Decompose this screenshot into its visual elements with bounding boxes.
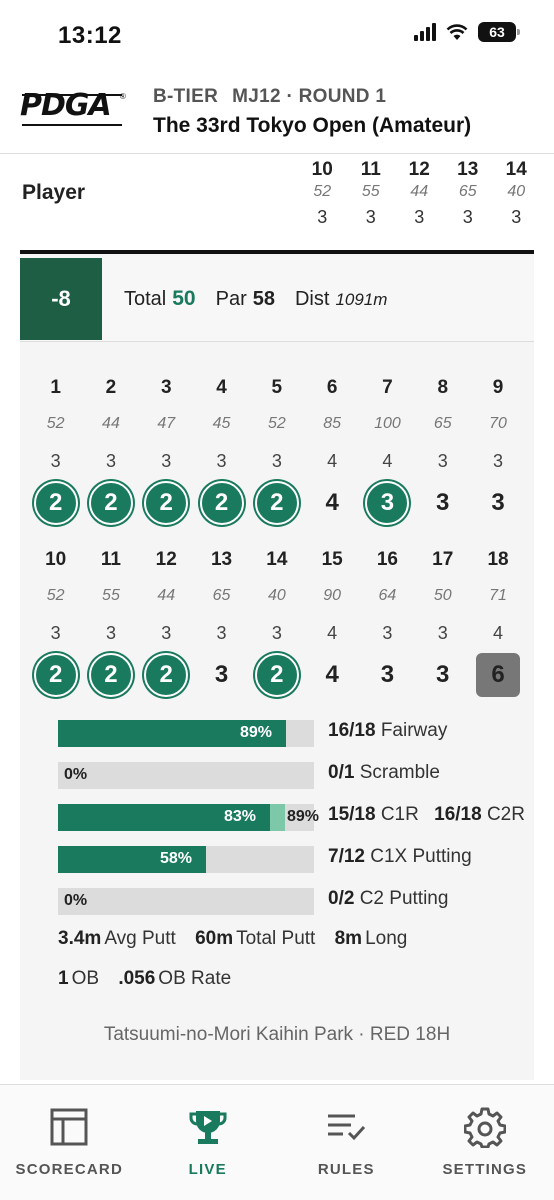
stat-row xyxy=(58,884,538,926)
total-putt-label: Total Putt xyxy=(236,928,316,949)
putting-summary xyxy=(58,928,407,950)
hole-score-cell xyxy=(139,480,194,526)
hole-score-bogey: 6 xyxy=(476,653,520,697)
hole-score-cell xyxy=(304,480,359,526)
stats-list xyxy=(58,716,538,926)
stat-percent: 0% xyxy=(64,892,88,909)
hole-score-cell xyxy=(470,480,525,526)
bottom-tab-bar xyxy=(0,1084,554,1200)
hole-score: 3 xyxy=(214,661,229,688)
tab-label: SCORECARD xyxy=(15,1161,123,1178)
hole-score-cell xyxy=(360,480,415,526)
avg-putt-label: Avg Putt xyxy=(104,928,176,949)
battery-icon: 63 xyxy=(478,22,516,42)
hole-score-cell xyxy=(83,480,138,526)
hole-score-cell xyxy=(360,652,415,698)
gear-icon xyxy=(463,1105,507,1149)
hole-distance: 55 xyxy=(361,183,380,200)
hole-number: 6 xyxy=(326,377,338,398)
hole-score-birdie: 3 xyxy=(365,481,409,525)
long-value: 8m xyxy=(334,928,363,949)
stat-bar-track xyxy=(58,846,314,873)
hole-number: 12 xyxy=(155,549,177,570)
hole-number: 18 xyxy=(487,549,509,570)
hole-number: 11 xyxy=(100,549,121,570)
hole-number: 17 xyxy=(432,549,454,570)
hole-score-cell xyxy=(194,480,249,526)
dist-value: 1091m xyxy=(335,289,388,309)
hole-par: 3 xyxy=(161,451,172,471)
scorecard-icon xyxy=(47,1105,91,1149)
hole-score-birdie: 2 xyxy=(144,653,188,697)
hole-number: 7 xyxy=(382,377,393,398)
hole-score: 3 xyxy=(436,489,450,516)
hole-number: 10 xyxy=(45,549,67,570)
hole-score: 4 xyxy=(325,661,339,688)
hole-column[interactable] xyxy=(139,370,194,526)
hole-par: 3 xyxy=(50,623,61,643)
rules-list-icon xyxy=(324,1105,368,1149)
stat-bar-track xyxy=(58,888,314,915)
hole-par: 3 xyxy=(105,451,116,471)
hole-number: 12 xyxy=(408,159,430,180)
stat-text xyxy=(328,804,525,826)
stat-label: C1X Putting xyxy=(370,846,472,867)
hole-par: 3 xyxy=(365,207,376,227)
total-label: Total xyxy=(124,287,167,310)
stat-value: 0/1 xyxy=(328,762,355,783)
hole-score: 4 xyxy=(325,489,339,516)
event-tier: B-TIER xyxy=(153,86,219,107)
par-label: Par xyxy=(215,287,247,310)
hole-distance: 52 xyxy=(313,183,332,200)
hole-distance: 44 xyxy=(410,183,429,200)
tab-scorecard[interactable] xyxy=(0,1085,139,1200)
hole-number: 1 xyxy=(50,377,61,398)
hole-score: 3 xyxy=(491,489,505,516)
event-meta xyxy=(153,86,386,108)
hole-score-cell xyxy=(194,652,249,698)
score-summary-row xyxy=(20,256,534,342)
stat-text xyxy=(328,720,447,742)
hole-distance: 52 xyxy=(46,415,65,432)
hole-par: 3 xyxy=(511,207,522,227)
hole-number: 13 xyxy=(210,549,233,570)
hole-distance: 64 xyxy=(378,587,397,604)
hole-number: 13 xyxy=(457,159,479,180)
hole-distance: 70 xyxy=(489,415,507,432)
tab-label: SETTINGS xyxy=(442,1161,528,1178)
hole-par: 3 xyxy=(271,623,282,643)
pdga-logo: PDGA ® xyxy=(20,92,126,126)
hole-distance: 85 xyxy=(323,415,342,432)
hole-number: 11 xyxy=(360,159,381,180)
hole-distance: 52 xyxy=(46,587,65,604)
player-hole-column xyxy=(347,159,396,231)
tab-label: LIVE xyxy=(188,1161,227,1178)
hole-score-birdie: 2 xyxy=(255,481,299,525)
player-hole-columns xyxy=(298,159,541,231)
hole-score-cell xyxy=(470,652,525,698)
hole-number: 8 xyxy=(437,377,449,398)
hole-column[interactable] xyxy=(139,542,194,698)
hole-par: 3 xyxy=(50,451,61,471)
total-putt-value: 60m xyxy=(195,928,234,949)
total-value: 50 xyxy=(172,286,196,310)
hole-par: 3 xyxy=(317,207,328,227)
ob-summary xyxy=(58,968,231,990)
hole-column[interactable] xyxy=(304,542,359,698)
relative-score-badge: -8 xyxy=(20,258,102,340)
hole-score-cell xyxy=(304,652,359,698)
hole-par: 3 xyxy=(462,207,473,227)
stat-text xyxy=(328,888,448,910)
tab-live[interactable] xyxy=(139,1085,278,1200)
hole-column[interactable] xyxy=(249,370,304,526)
tab-label: RULES xyxy=(317,1161,375,1178)
hole-number: 5 xyxy=(271,377,283,398)
stat-row xyxy=(58,842,538,884)
hole-column[interactable] xyxy=(194,370,249,526)
hole-column[interactable] xyxy=(415,542,470,698)
hole-column[interactable] xyxy=(360,370,415,526)
hole-number: 10 xyxy=(311,159,333,180)
hole-number: 2 xyxy=(105,377,117,398)
stat-bar-track xyxy=(58,804,320,831)
stat-percent-secondary: 89% xyxy=(287,808,320,825)
event-title: The 33rd Tokyo Open (Amateur) xyxy=(153,114,472,137)
hole-par: 4 xyxy=(493,623,504,643)
hole-column[interactable] xyxy=(28,542,83,698)
ob-rate-label: OB Rate xyxy=(158,968,232,989)
cellular-signal-icon xyxy=(414,23,436,41)
hole-column[interactable] xyxy=(470,370,525,526)
wifi-icon xyxy=(446,23,468,41)
stat-value: 0/2 xyxy=(328,888,355,909)
hole-number: 9 xyxy=(492,377,504,398)
tab-settings[interactable] xyxy=(416,1085,554,1200)
hole-par: 3 xyxy=(216,623,227,643)
stat-row xyxy=(58,716,538,758)
player-hole-column xyxy=(492,159,541,231)
hole-score-cell xyxy=(28,480,83,526)
player-scorecard-card[interactable] xyxy=(20,250,534,1080)
hole-par: 3 xyxy=(161,623,172,643)
player-hole-column xyxy=(395,159,444,231)
event-division-round: MJ12 · ROUND 1 xyxy=(232,86,387,107)
hole-distance: 55 xyxy=(102,587,120,604)
course-name: Tatsuumi-no-Mori Kaihin Park · RED 18H xyxy=(103,1024,451,1045)
hole-distance: 52 xyxy=(267,415,286,432)
hole-score-cell xyxy=(415,652,470,698)
hole-score-birdie: 2 xyxy=(34,653,78,697)
hole-score-cell xyxy=(415,480,470,526)
stat-value: 15/18 xyxy=(328,804,376,825)
stat-text xyxy=(328,846,472,868)
hole-column[interactable] xyxy=(360,542,415,698)
stat-bar-track xyxy=(58,762,314,789)
hole-column[interactable] xyxy=(83,542,138,698)
hole-score-birdie: 2 xyxy=(255,653,299,697)
hole-distance: 71 xyxy=(489,587,507,604)
hole-par: 3 xyxy=(105,623,116,643)
hole-score-birdie: 2 xyxy=(89,653,133,697)
hole-par: 3 xyxy=(414,207,425,227)
player-hole-column xyxy=(444,159,493,231)
hole-par: 3 xyxy=(437,623,448,643)
stat-label: Fairway xyxy=(380,720,448,741)
par-value: 58 xyxy=(252,287,275,310)
hole-par: 3 xyxy=(216,451,227,471)
status-bar xyxy=(0,0,554,70)
player-header-row xyxy=(0,155,554,235)
hole-score-birdie: 2 xyxy=(144,481,188,525)
hole-score-birdie: 2 xyxy=(200,481,244,525)
hole-par: 3 xyxy=(437,451,448,471)
hole-number: 16 xyxy=(376,549,398,570)
stat-value: 16/18 xyxy=(328,720,376,741)
hole-distance: 45 xyxy=(212,415,231,432)
hole-number: 4 xyxy=(216,377,227,398)
stat-label: C2 Putting xyxy=(359,888,449,909)
stat-percent: 83% xyxy=(224,808,257,825)
hole-score: 3 xyxy=(380,661,395,688)
hole-score-cell xyxy=(28,652,83,698)
hole-par: 3 xyxy=(271,451,282,471)
hole-par: 3 xyxy=(493,451,504,471)
stat-label: C1R xyxy=(380,804,419,825)
hole-distance: 65 xyxy=(433,415,452,432)
stat-value-secondary: 16/18 xyxy=(434,804,482,825)
ob-label: OB xyxy=(71,968,100,989)
hole-distance: 50 xyxy=(433,587,452,604)
status-time: 13:12 xyxy=(58,22,122,49)
hole-par: 4 xyxy=(327,451,338,471)
hole-par: 4 xyxy=(327,623,338,643)
hole-number: 14 xyxy=(266,549,288,570)
hole-distance: 90 xyxy=(323,587,342,604)
hole-column[interactable] xyxy=(470,542,525,698)
dist-label: Dist xyxy=(294,287,330,310)
hole-distance: 47 xyxy=(157,415,176,432)
stat-bar-track xyxy=(58,720,314,747)
hole-column[interactable] xyxy=(28,370,83,526)
hole-score-birdie: 2 xyxy=(34,481,78,525)
ob-value: 1 xyxy=(58,968,69,989)
player-hole-column xyxy=(298,159,347,231)
player-column-label: Player xyxy=(22,181,86,204)
stat-percent: 58% xyxy=(160,850,193,867)
hole-score: 3 xyxy=(436,661,450,688)
hole-score-cell xyxy=(249,480,304,526)
back-nine-grid xyxy=(28,542,526,698)
ob-rate-value: .056 xyxy=(118,968,156,989)
hole-column[interactable] xyxy=(304,370,359,526)
front-nine-grid xyxy=(28,370,526,526)
hole-distance: 44 xyxy=(102,415,120,432)
hole-column[interactable] xyxy=(83,370,138,526)
hole-column[interactable] xyxy=(194,542,249,698)
stat-label: Scramble xyxy=(359,762,440,783)
stat-value: 7/12 xyxy=(328,846,365,867)
avg-putt-value: 3.4m xyxy=(58,928,102,949)
stat-label-secondary: C2R xyxy=(486,804,525,825)
status-icons xyxy=(414,22,516,42)
stat-text xyxy=(328,762,440,784)
hole-number: 15 xyxy=(321,549,343,570)
hole-score-cell xyxy=(139,652,194,698)
hole-par: 4 xyxy=(382,451,393,471)
hole-column[interactable] xyxy=(415,370,470,526)
stat-bar-secondary-fill xyxy=(270,804,285,831)
long-label: Long xyxy=(365,928,408,949)
hole-number: 3 xyxy=(160,377,172,398)
stat-row xyxy=(58,758,538,800)
stat-percent: 0% xyxy=(64,766,88,783)
stat-percent: 89% xyxy=(240,724,273,741)
hole-column[interactable] xyxy=(249,542,304,698)
event-header xyxy=(0,70,554,154)
hole-score-cell xyxy=(83,652,138,698)
hole-distance: 100 xyxy=(374,415,401,432)
hole-distance: 40 xyxy=(507,183,526,200)
hole-number: 14 xyxy=(505,159,527,180)
tab-rules[interactable] xyxy=(277,1085,416,1200)
hole-distance: 44 xyxy=(157,587,176,604)
stat-row xyxy=(58,800,538,842)
hole-distance: 65 xyxy=(458,183,477,200)
hole-distance: 40 xyxy=(267,587,286,604)
summary-stats xyxy=(124,287,387,311)
hole-score-cell xyxy=(249,652,304,698)
hole-score-birdie: 2 xyxy=(89,481,133,525)
hole-par: 3 xyxy=(382,623,393,643)
hole-distance: 65 xyxy=(212,587,231,604)
trophy-icon xyxy=(186,1105,230,1149)
